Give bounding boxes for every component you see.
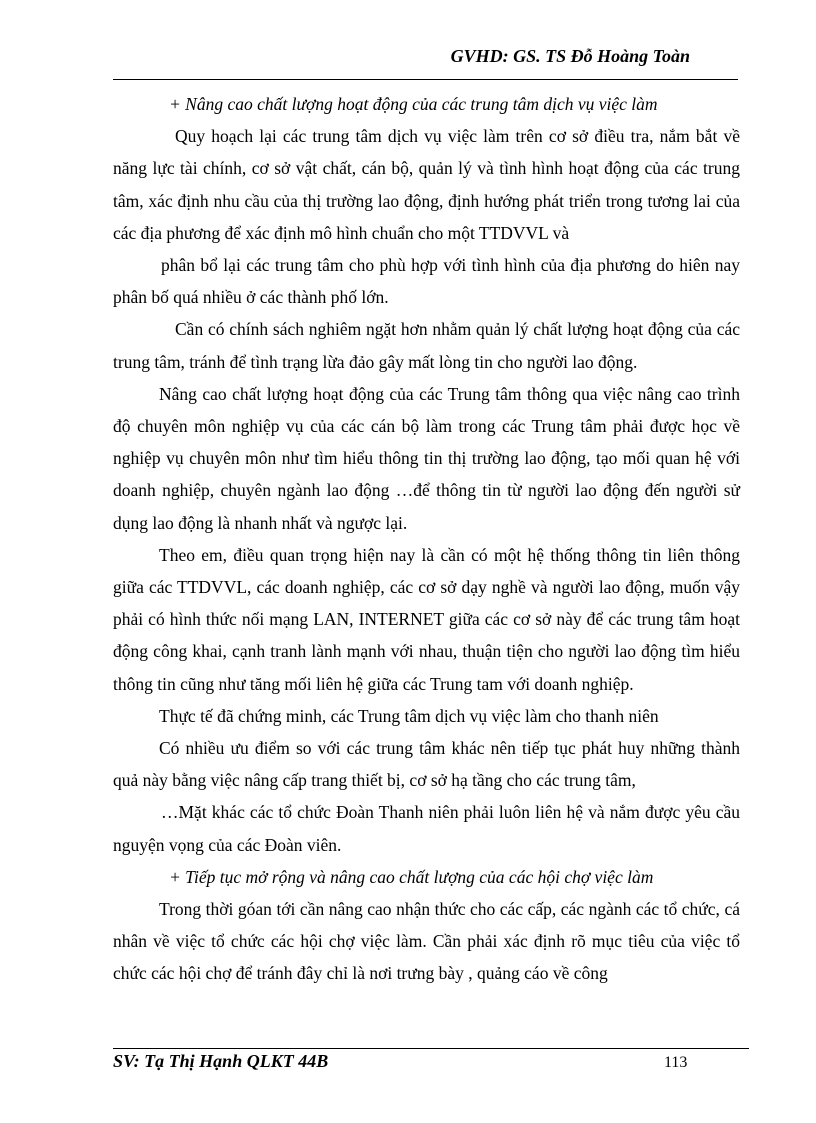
paragraph-job-fairs: Trong thời góan tới cần nâng cao nhận thức cho các cấp, các ngành các tổ chức, cá nhân về việc tổ chức các hội chợ việc làm. Cần phải xác định rõ mục tiêu của việc tổ chức các hội chợ để tránh đây chỉ là nơi trưng bày , quảng cáo về công xyxy=(113,899,740,984)
header-divider xyxy=(113,79,738,80)
page-number: 113 xyxy=(664,1054,688,1071)
page-body xyxy=(113,88,740,990)
paragraph-youth-union: …Mặt khác các tổ chức Đoàn Thanh niên phải luôn liên hệ và nắm được yêu cầu nguyện vọng của các Đoàn viên. xyxy=(113,802,740,855)
section-heading-employment-centers: + Nâng cao chất lượng hoạt động của các trung tâm dịch vụ việc làm xyxy=(169,94,658,114)
paragraph-planning: Quy hoạch lại các trung tâm dịch vụ việc làm trên cơ sở điều tra, nắm bắt về năng lực tài chính, cơ sở vật chất, cán bộ, quản lý và tình hình hoạt động của các trung tâm, xác định nhu cầu của thị trường lao động, định hướng phát triển trong tương lai của các địa phương để xác định mô hình chuẩn cho một TTDVVL và xyxy=(113,126,740,243)
paragraph-redistribution: phân bổ lại các trung tâm cho phù hợp với tình hình của địa phương do hiên nay phân bố quá nhiều ở các thành phố lớn. xyxy=(113,255,740,308)
paragraph-advantages: Có nhiều ưu điểm so với các trung tâm khác nên tiếp tục phát huy những thành quả này bằng việc nâng cấp trang thiết bị, cơ sở hạ tầng cho các trung tâm, xyxy=(113,738,740,791)
footer-student: SV: Tạ Thị Hạnh QLKT 44B xyxy=(113,1051,329,1071)
footer-divider xyxy=(113,1048,749,1049)
paragraph-staff-quality: Nâng cao chất lượng hoạt động của các Trung tâm thông qua việc nâng cao trình độ chuyên môn nghiệp vụ của các cán bộ làm trong các Trung tâm phải được học về nghiệp vụ chuyên môn như tìm hiểu thông tin thị trường lao động, tạo mối quan hệ với doanh nghiệp, chuyên ngành lao động …để thông tin từ người lao động đến người sử dụng lao động là nhanh nhất và ngược lại. xyxy=(113,383,740,533)
paragraph-youth-centers: Thực tế đã chứng minh, các Trung tâm dịch vụ việc làm cho thanh niên xyxy=(159,705,659,726)
running-header-advisor: GVHD: GS. TS Đỗ Hoàng Toàn xyxy=(450,46,690,66)
section-heading-job-fairs: + Tiếp tục mở rộng và nâng cao chất lượng của các hội chợ việc làm xyxy=(169,866,654,887)
paragraph-strict-policy: Cần có chính sách nghiêm ngặt hơn nhằm quản lý chất lượng hoạt động của các trung tâm, tránh để tình trạng lừa đảo gây mất lòng tin cho người lao động. xyxy=(113,319,740,372)
paragraph-information-system: Theo em, điều quan trọng hiện nay là cần có một hệ thống thông tin liên thông giữa các TTDVVL, các doanh nghiệp, các cơ sở dạy nghề và người lao động, muốn vậy phải có hình thức nối mạng LAN, INTERNET giữa các cơ sở này để các trung tâm hoạt động công khai, cạnh tranh lành mạnh với nhau, thuận tiện cho người lao động tìm hiểu thông tin cũng như tăng mối liên hệ giữa các Trung tam với doanh nghiệp. xyxy=(113,544,740,694)
